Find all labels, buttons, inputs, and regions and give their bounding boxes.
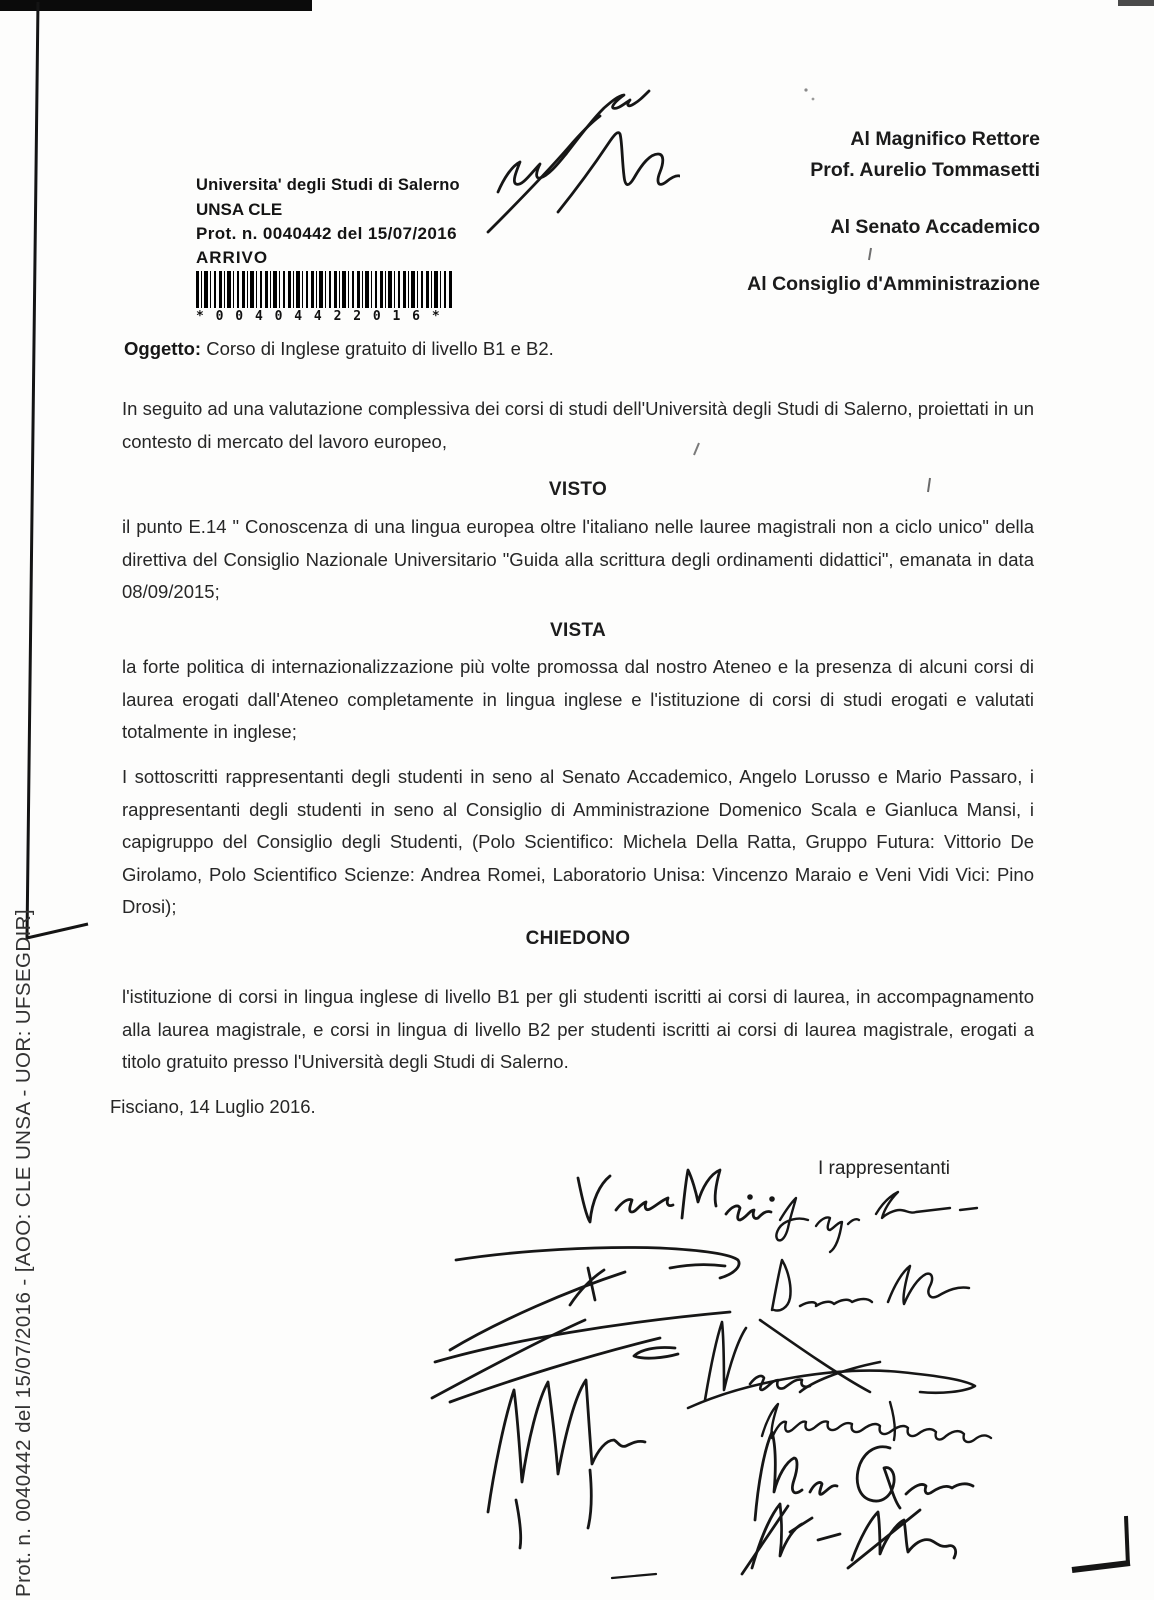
signature-romei (688, 1320, 975, 1408)
scan-artifact-corner-vertical (1126, 1516, 1128, 1566)
signature-stroke (566, 91, 649, 154)
signature-bottom (612, 1504, 956, 1578)
subject-text: Corso di Inglese gratuito di livello B1 e B2. (201, 338, 554, 359)
paragraph-intro (122, 393, 1034, 458)
scan-artifact-left-fold-line (27, 2, 88, 938)
subject-line (124, 338, 554, 360)
recipient-rector: Al Magnifico Rettore (850, 128, 1040, 150)
paragraph-signatories (122, 761, 1034, 924)
paragraph-visto (122, 511, 1034, 609)
stamp-arrivo-label: ARRIVO (196, 248, 269, 267)
margin-protocol-note: Prot. n. 0040442 del 15/07/2016 - [AOO: CLE UNSA - UOR: UFSEGDIR] (12, 909, 35, 1597)
recipient-senate: Al Senato Accademico (830, 216, 1040, 238)
signature-della-ratta (762, 1402, 991, 1442)
paragraph-signatories-line: I sottoscritti rappresentanti degli studenti in seno al Senato Accademico, Angelo Lorusso e Mario Passaro, i (122, 766, 1034, 787)
signature-scala (772, 1260, 969, 1311)
scan-speck (804, 88, 807, 91)
scan-artifact-corner-horizontal (1072, 1563, 1130, 1570)
scan-artifact-top-bar (0, 0, 312, 11)
signature-spiky (488, 1380, 645, 1548)
signature-mansi (755, 1432, 973, 1520)
paragraph-request (122, 981, 1034, 1079)
signature-dash (612, 1574, 656, 1578)
paragraph-vista (122, 651, 1034, 749)
paragraph-intro-line: In seguito ad una valutazione complessiva dei corsi di studi dell'Università degli Studi di Salerno, proiettati in un (122, 398, 1034, 419)
paragraph-request-line: l'istituzione di corsi in lingua inglese di livello B1 per gli studenti iscritti ai corsi di laurea, in accompagnamento (122, 986, 1034, 1007)
stamp-university-name: Universita' degli Studi di Salerno (196, 176, 460, 194)
subject-label: Oggetto: (124, 338, 202, 359)
signature-stroke (488, 116, 600, 232)
section-heading-chiedono: CHIEDONO (525, 928, 631, 949)
signature-stroke (558, 133, 680, 212)
paragraph-visto-line: il punto E.14 " Conoscenza di una lingua europea oltre l'italiano nelle lauree magistrali non a ciclo unico" della (122, 516, 1034, 537)
paragraph-vista-line: totalmente in inglese; (122, 721, 297, 743)
paragraph-intro-line: contesto di mercato del lavoro europeo, (122, 430, 447, 452)
dateline: Fisciano, 14 Luglio 2016. (110, 1096, 316, 1117)
signature-maraio (578, 1170, 773, 1222)
paragraph-request-line: alla laurea magistrale, e corsi in lingua di livello B2 per studenti iscritti ai corsi di laurea magistrale, erogati a (122, 1018, 1034, 1040)
barcode (196, 271, 452, 308)
protocol-stamp (196, 176, 460, 324)
signature-diagonals (432, 1320, 678, 1402)
signature-cluster (420, 1140, 1120, 1600)
paragraph-request-line: titolo gratuito presso l'Università degli Studi di Salerno. (122, 1051, 569, 1073)
paragraph-signatories-line: Girolamo, Polo Scientifico Scienze: Andrea Romei, Laboratorio Unisa: Vincenzo Maraio e Veni Vidi Vici: Pino (122, 863, 1034, 885)
signature-caption: I rappresentanti (818, 1158, 951, 1179)
scan-artifact-top-right-dash (1118, 0, 1154, 6)
barcode-digits: * 0 0 4 0 4 4 2 2 0 1 6 * (196, 309, 442, 324)
paragraph-vista-line: laurea erogati dall'Ateneo completamente in lingua inglese e l'istituzione di corsi di studi erogati e valutati (122, 688, 1034, 710)
paragraph-signatories-line: Drosi); (122, 896, 177, 918)
recipient-board: Al Consiglio d'Amministrazione (747, 273, 1040, 295)
signature-flourish (435, 1248, 739, 1363)
scan-speck (812, 98, 815, 101)
paragraph-signatories-line: rappresentanti degli studenti in seno al Consiglio di Amministrazione Domenico Scala e Gianluca Mansi, i (122, 798, 1034, 820)
recipient-block (747, 124, 1040, 300)
stamp-protocol-number: Prot. n. 0040442 del 15/07/2016 (196, 224, 457, 243)
signature-lorusso (776, 1192, 977, 1252)
paragraph-signatories-line: capigruppo del Consiglio degli Studenti, (Polo Scientifico: Michela Della Ratta, Gruppo Futura: Vittorio De (122, 831, 1034, 853)
paragraph-vista-line: la forte politica di internazionalizzazione più volte promossa dal nostro Ateneo e la presenza di alcuni corsi di (122, 656, 1034, 677)
recipient-rector-name: Prof. Aurelio Tommasetti (810, 159, 1040, 181)
stamp-office-code: UNSA CLE (196, 200, 283, 219)
section-heading-vista: VISTA (549, 620, 607, 641)
paragraph-visto-line: direttiva del Consiglio Nazionale Universitario "Guida alla scrittura degli ordinamenti didattici", emanata in data (122, 548, 1034, 570)
section-heading-visto: VISTO (548, 479, 608, 500)
signature-stroke (498, 154, 566, 192)
signature-top-scribble (440, 60, 680, 235)
paragraph-visto-line: 08/09/2015; (122, 581, 220, 603)
